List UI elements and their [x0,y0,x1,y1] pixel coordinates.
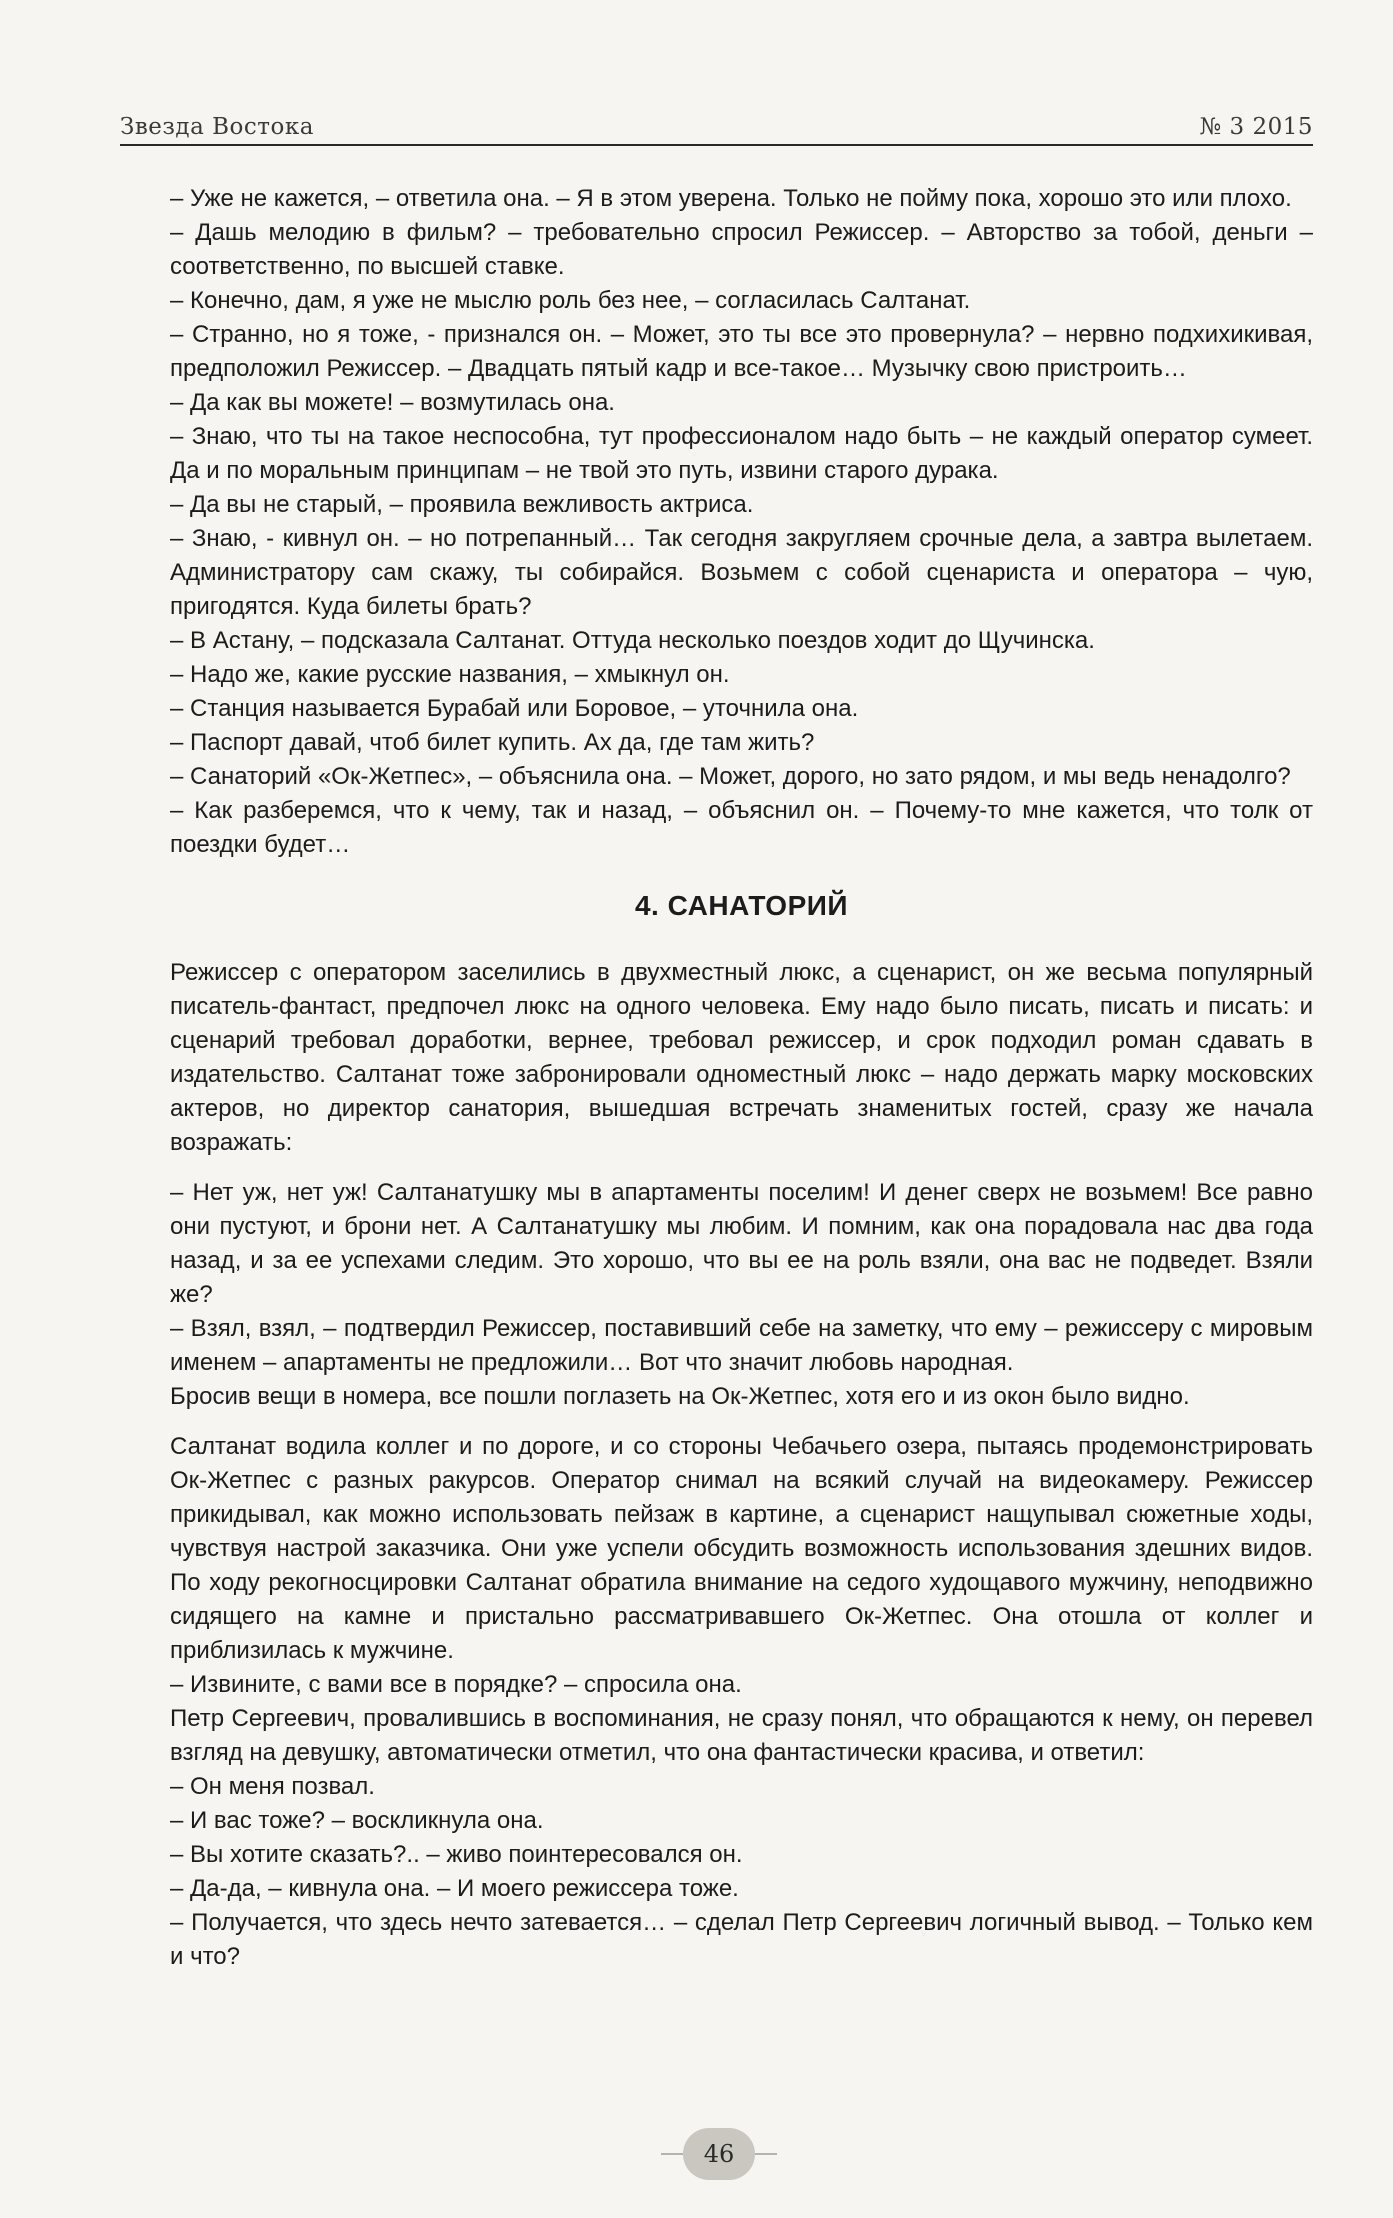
paragraph: – Нет уж, нет уж! Салтанатушку мы в апартаменты поселим! И денег сверх не возьмем! Все равно они пустуют, и брони нет. А Салтанатушку мы любим. И помним, как она порадовала нас два года назад, и за ее успехами следим. Это хорошо, что вы ее на роль взяли, она вас не подведет. Взяли же? [170,1179,1313,1308]
paragraph-gap [170,1160,1313,1176]
paragraph: – И вас тоже? – воскликнула она. [170,1807,544,1834]
paragraph: – Да как вы можете! – возмутилась она. [170,389,615,416]
paragraph: – Да-да, – кивнула она. – И моего режиссера тоже. [170,1875,739,1902]
paragraph: – Конечно, дам, я уже не мыслю роль без нее, – согласилась Салтанат. [170,287,971,314]
paragraph: – Странно, но я тоже, - признался он. – Может, это ты все это провернула? – нервно подхихикивая, предположил Режиссер. – Двадцать пятый кадр и все-такое… Музычку свою пристроить… [170,321,1313,382]
paragraph: – Паспорт давай, чтоб билет купить. Ах да, где там жить? [170,729,815,756]
dialogue-block [170,182,1313,862]
paragraph: – Да вы не старый, – проявила вежливость актриса. [170,491,754,518]
section-body [170,956,1313,1974]
paragraph: – Дашь мелодию в фильм? – требовательно спросил Режиссер. – Авторство за тобой, деньги – соответственно, по высшей ставке. [170,219,1313,280]
paragraph: Салтанат водила коллег и по дороге, и со стороны Чебачьего озера, пытаясь продемонстрировать Ок-Жетпес с разных ракурсов. Оператор снимал на всякий случай на видеокамеру. Режиссер прикидывал, как можно использовать пейзаж в картине, а сценарист нащупывал сюжетные ходы, чувствуя настрой заказчика. Они уже успели обсудить возможность использования здешних видов. По ходу рекогносцировки Салтанат обратила внимание на седого худощавого мужчину, неподвижно сидящего на камне и пристально рассматривавшего Ок-Жетпес. Она отошла от коллег и приблизилась к мужчине. [170,1433,1313,1664]
running-header [120,108,1313,146]
paragraph: – Взял, взял, – подтвердил Режиссер, поставивший себе на заметку, что ему – режиссеру с мировым именем – апартаменты не предложили… Вот что значит любовь народная. [170,1315,1313,1376]
paragraph: Бросив вещи в номера, все пошли поглазеть на Ок-Жетпес, хотя его и из окон было видно. [170,1383,1190,1410]
paragraph: – В Астану, – подсказала Салтанат. Оттуда несколько поездов ходит до Щучинска. [170,627,1095,654]
paragraph: – Получается, что здесь нечто затевается… – сделал Петр Сергеевич логичный вывод. – Только кем и что? [170,1909,1313,1970]
issue-number: № 3 2015 [1199,114,1313,140]
paragraph: – Знаю, - кивнул он. – но потрепанный… Так сегодня закругляем срочные дела, а завтра вылетаем. Администратору сам скажу, ты собирайся. Возьмем с собой сценариста и оператора – чую, пригодятся. Куда билеты брать? [170,525,1313,620]
paragraph: – Он меня позвал. [170,1773,375,1800]
paragraph: Режиссер с оператором заселились в двухместный люкс, а сценарист, он же весьма популярный писатель-фантаст, предпочел люкс на одного человека. Ему надо было писать, писать и писать: и сценарий требовал доработки, вернее, требовал режиссер, и срок подходил роман сдавать в издательство. Салтанат тоже забронировали одноместный люкс – надо держать марку московских актеров, но директор санатория, вышедшая встречать знаменитых гостей, сразу же начала возражать: [170,959,1313,1156]
paragraph: – Извините, с вами все в порядке? – спросила она. [170,1671,742,1698]
paragraph: – Уже не кажется, – ответила она. – Я в этом уверена. Только не пойму пока, хорошо это или плохо. [170,185,1292,212]
paragraph: – Вы хотите сказать?.. – живо поинтересовался он. [170,1841,743,1868]
paragraph: – Санаторий «Ок-Жетпес», – объяснила она. – Может, дорого, но зато рядом, и мы ведь ненадолго? [170,763,1291,790]
paragraph: – Знаю, что ты на такое неспособна, тут профессионалом надо быть – не каждый оператор сумеет. Да и по моральным принципам – не твой это путь, извини старого дурака. [170,423,1313,484]
article-body [170,182,1313,1974]
paragraph: – Как разберемся, что к чему, так и назад, – объяснил он. – Почему-то мне кажется, что толк от поездки будет… [170,797,1313,858]
journal-title: Звезда Востока [120,114,314,140]
paragraph: – Надо же, какие русские названия, – хмыкнул он. [170,661,730,688]
page-number: 46 [683,2128,755,2180]
paragraph-gap [170,1414,1313,1430]
paragraph: Петр Сергеевич, провалившись в воспоминания, не сразу понял, что обращаются к нему, он перевел взгляд на девушку, автоматически отметил, что она фантастически красива, и ответил: [170,1705,1313,1766]
paragraph: – Станция называется Бурабай или Боровое, – уточнила она. [170,695,859,722]
section-title: 4. САНАТОРИЙ [634,890,849,921]
